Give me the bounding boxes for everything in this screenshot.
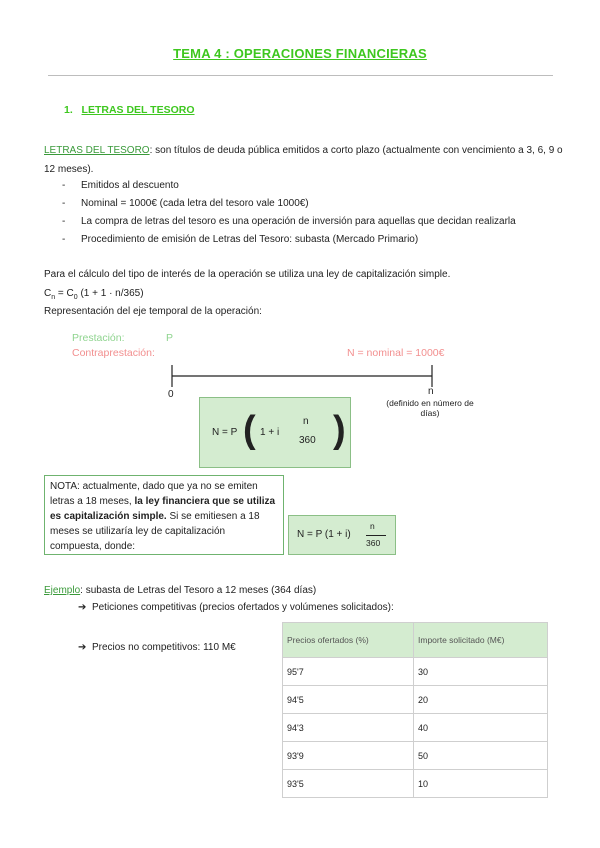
timeline-end: n: [428, 386, 434, 397]
list-item: - Procedimiento de emisión de Letras del Tesoro: subasta (Mercado Primario): [62, 231, 562, 249]
intro-term: LETRAS DEL TESORO: [44, 145, 150, 156]
table-cell: 93'5: [283, 770, 414, 798]
formula1-numerator: n: [303, 416, 309, 427]
table-cell: 95'7: [283, 658, 414, 686]
example-line: [44, 585, 316, 596]
example-term: Ejemplo: [44, 585, 81, 596]
formula2-denominator: 360: [366, 538, 381, 548]
list-item: - La compra de letras del tesoro es una operación de inversión para aquellas que decidan realizarla: [62, 213, 562, 231]
nominal-label: N = nominal = 1000€: [347, 347, 445, 359]
table-header: Importe solicitado (M€): [414, 623, 548, 658]
page-title: TEMA 4 : OPERACIONES FINANCIERAS: [173, 46, 427, 61]
nota-bold: la ley financiera que se utiliza es capitalización simple.: [50, 496, 276, 522]
timeline-end-note: (definido en número de días): [386, 398, 474, 418]
table-row: [283, 658, 548, 686]
table-cell: 50: [414, 742, 548, 770]
bids-table: [282, 622, 548, 798]
formula-line: $C_n = C_0$ (1 + 1 · n/365): [44, 288, 144, 301]
section-heading: [64, 104, 195, 116]
section-number: 1.: [64, 104, 73, 116]
table-cell: 30: [414, 658, 548, 686]
formula1-lhs: N = P: [212, 427, 238, 438]
formula2-lhs: N = P (1 + i): [297, 529, 351, 540]
section-label: LETRAS DEL TESORO: [81, 104, 195, 116]
formula-box-simple: [199, 397, 351, 468]
prestacion-value: P: [166, 332, 174, 344]
formula1-inner: 1 + i: [260, 427, 280, 438]
intro-text: : son títulos de deuda pública emitidos a corto plazo (actualmente con vencimiento a 3, 6, 9 o 12 meses).: [44, 145, 563, 175]
arrow-item-competitive: ➔ Peticiones competitivas (precios ofertados y volúmenes solicitados):: [78, 602, 394, 613]
table-cell: 93'9: [283, 742, 414, 770]
table-row: [283, 770, 548, 798]
representation-text: Representación del eje temporal de la operación:: [44, 306, 262, 317]
formula2-numerator: n: [370, 521, 375, 531]
timeline-axis: [160, 360, 450, 390]
table-cell: 94'3: [283, 714, 414, 742]
table-header: Precios ofertados (%): [283, 623, 414, 658]
table-cell: 10: [414, 770, 548, 798]
list-item: - Nominal = 1000€ (cada letra del tesoro vale 1000€): [62, 195, 562, 213]
table-row: [283, 686, 548, 714]
right-paren: ): [333, 409, 346, 451]
left-paren: (: [243, 409, 256, 451]
bullet-list: [62, 177, 562, 249]
table-row: [283, 714, 548, 742]
contraprestacion-label: Contraprestación:: [72, 347, 155, 359]
formula-box-compound: [288, 515, 396, 555]
table-row: [283, 742, 548, 770]
arrow-icon: ➔: [78, 602, 87, 613]
nota-box: [44, 475, 284, 555]
arrow-icon: ➔: [78, 642, 87, 653]
title-divider: [48, 75, 553, 76]
table-cell: 20: [414, 686, 548, 714]
table-cell: 40: [414, 714, 548, 742]
prestacion-label: Prestación:: [72, 332, 125, 344]
arrow-item-noncompetitive: ➔ Precios no competitivos: 110 M€: [78, 642, 236, 653]
formula1-denominator: 360: [299, 435, 316, 446]
timeline-start: 0: [168, 389, 174, 400]
calc-text: Para el cálculo del tipo de interés de la operación se utiliza una ley de capitalización simple.: [44, 269, 451, 280]
nota-text-2: Si se emitiesen a 18 meses se utilizaría ley de capitalización compuesta, donde:: [50, 511, 260, 552]
table-cell: 94'5: [283, 686, 414, 714]
nota-text-1: NOTA: actualmente, dado que ya no se emiten letras a 18 meses,: [50, 481, 258, 507]
list-item: - Emitidos al descuento: [62, 177, 562, 195]
formula2-fraction-bar: [366, 535, 386, 536]
intro-paragraph: [44, 141, 564, 179]
example-text: : subasta de Letras del Tesoro a 12 meses (364 días): [80, 585, 317, 596]
